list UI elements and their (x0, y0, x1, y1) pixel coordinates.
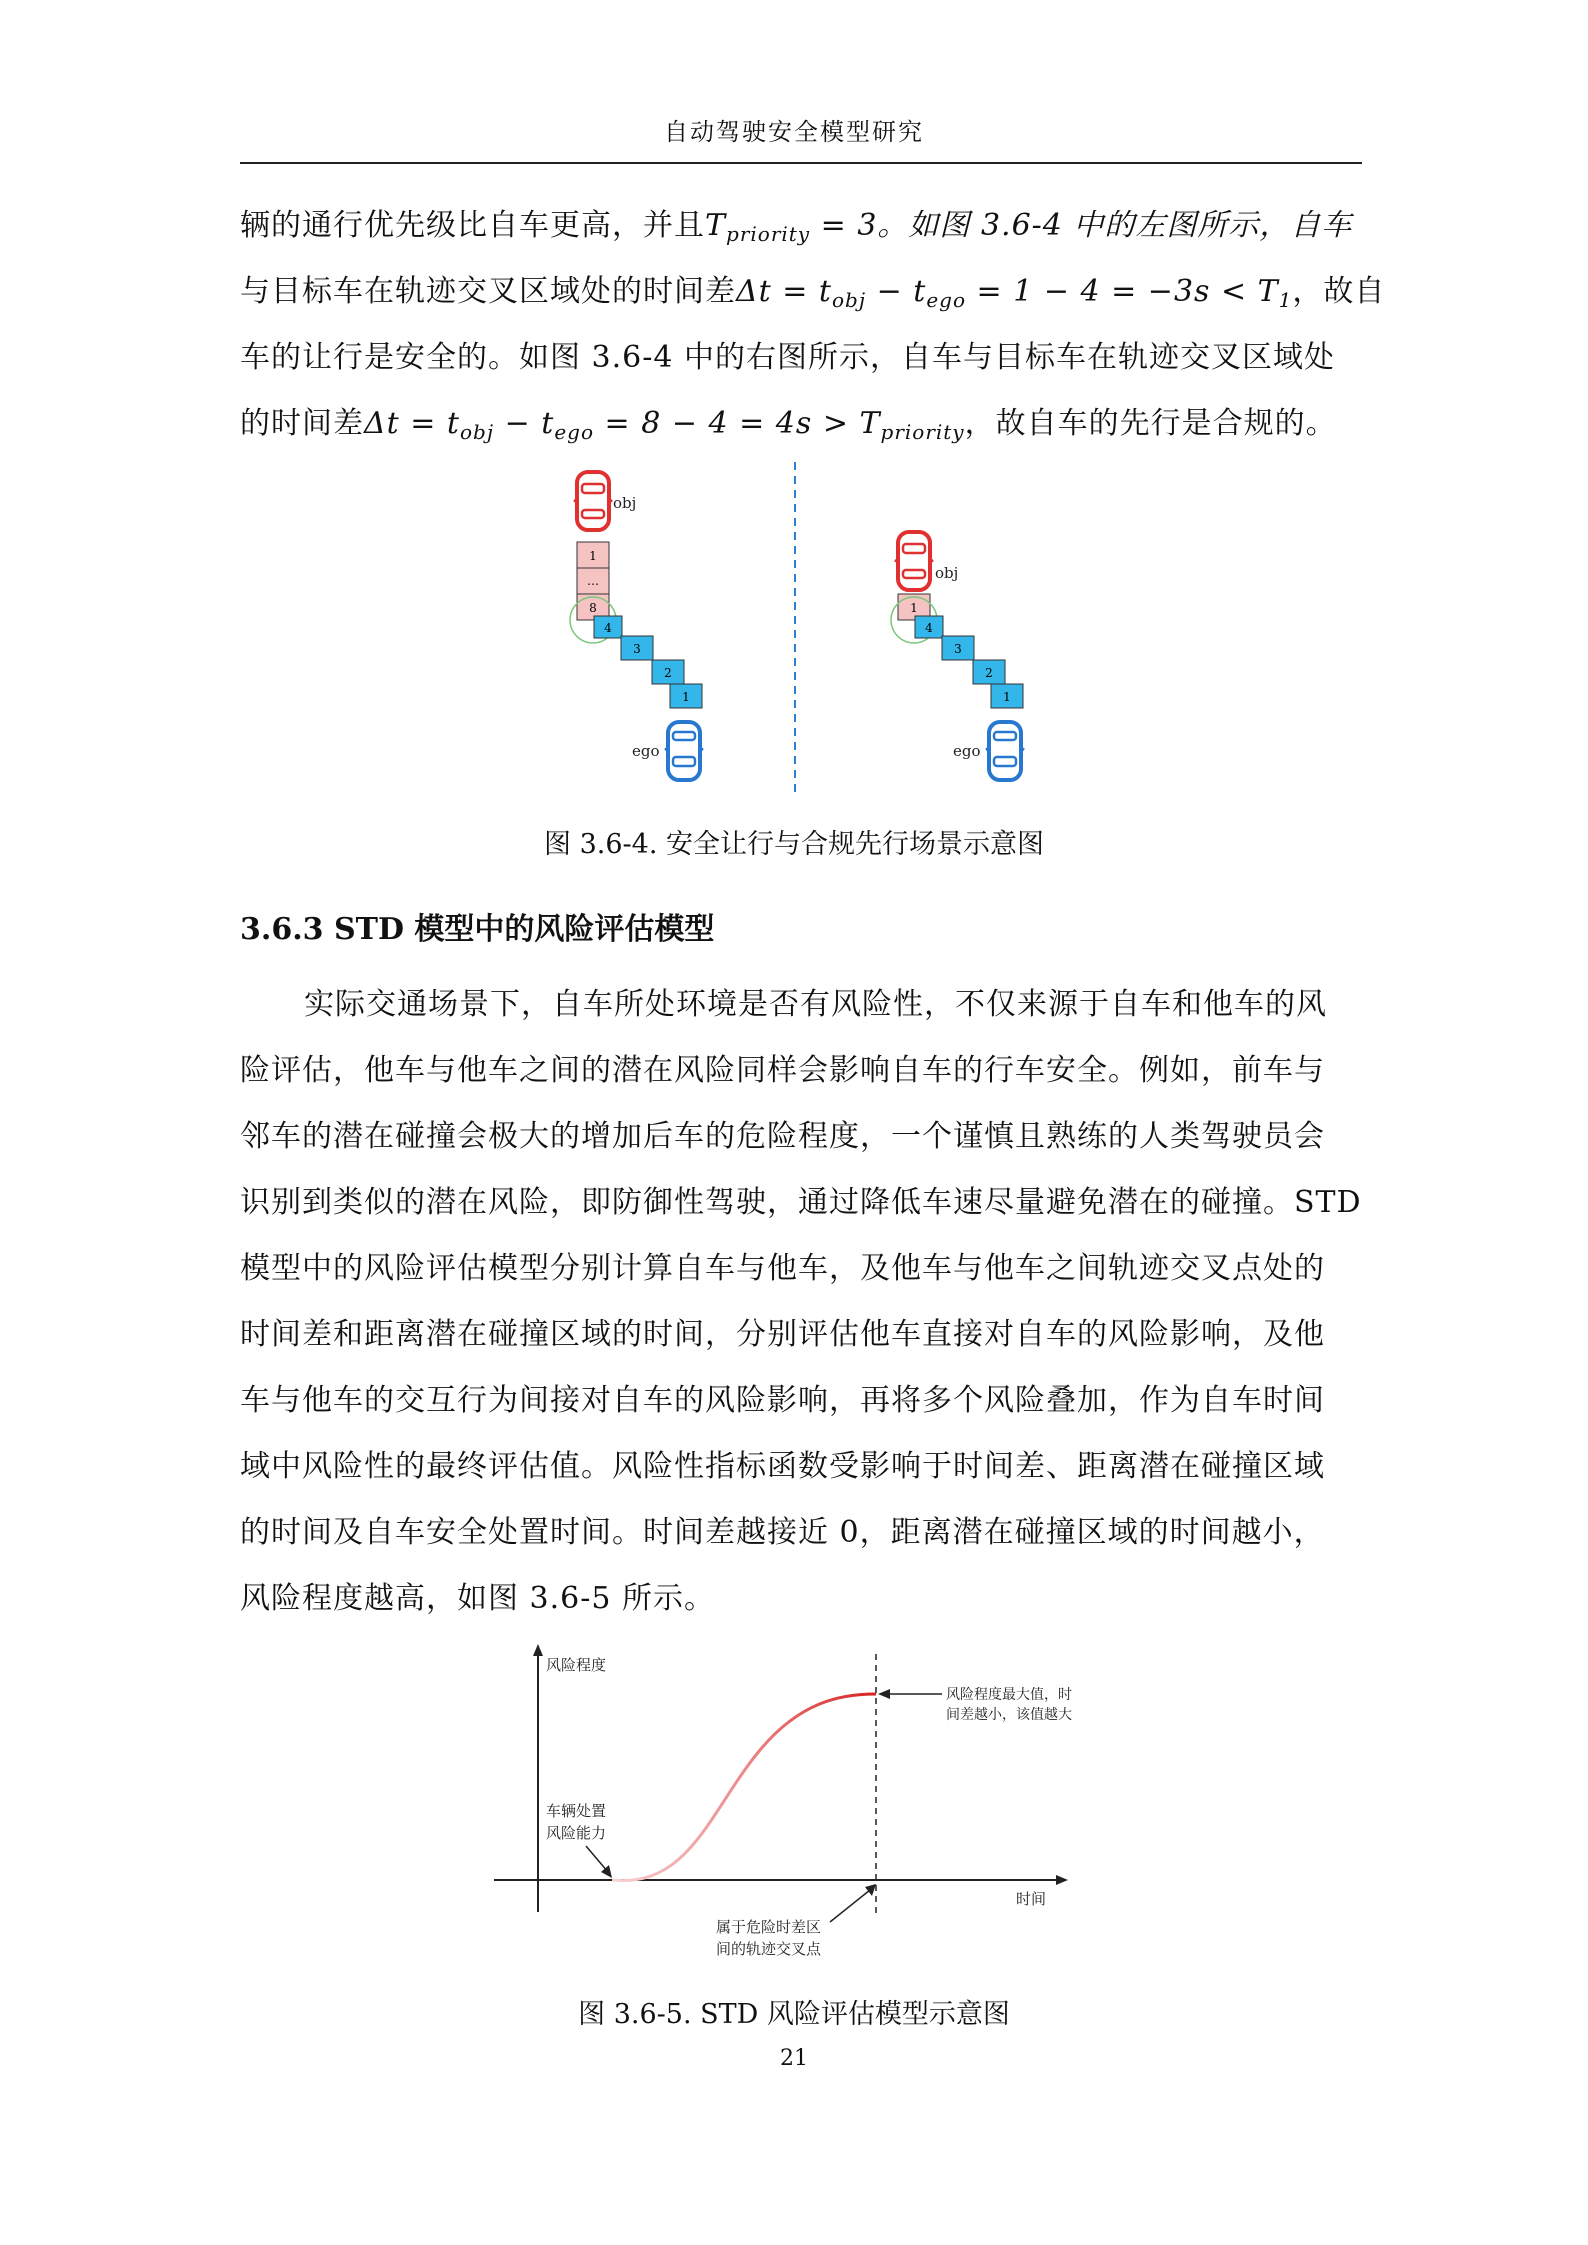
crossing-note-line-2: 间的轨迹交叉点 (716, 1940, 822, 1958)
y-axis-label: 风险程度 (546, 1656, 607, 1674)
para1-line-3: 车的让行是安全的。如图 3.6-4 中的右图所示，自车与目标车在轨迹交叉区域处 (240, 340, 1336, 375)
para1-line-1 (240, 193, 1362, 259)
text-run: 与目标车在轨迹交叉区域处的时间差 (240, 274, 736, 309)
ego-trajectory-cells (594, 616, 702, 708)
figure-3-6-4 (540, 460, 1060, 800)
math-delta-t-right: $\Delta t = t_{obj} - t_{ego} = 8 - 4 = 4s > T_{priority}$ (364, 406, 965, 444)
obj-label: obj (935, 564, 959, 582)
paragraph-intro (240, 193, 1386, 457)
risk-curve (612, 1694, 876, 1881)
capacity-note-arrowhead (601, 1865, 612, 1878)
max-note-line-1: 风险程度最大值，时 (946, 1687, 1072, 1703)
para2-line-5: 模型中的风险评估模型分别计算自车与他车，及他车与他车之间轨迹交叉点处的 (240, 1251, 1325, 1286)
text-run: ，故自车的先行是合规的。 (964, 406, 1337, 441)
left-scenario (570, 472, 703, 780)
para2-line-1: 实际交通场景下，自车所处环境是否有风险性，不仅来源于自车和他车的风 (304, 987, 1327, 1022)
crossing-note-line-1: 属于危险时差区 (716, 1918, 822, 1936)
figure-3-6-5-caption: 图 3.6-5. STD 风险评估模型示意图 (578, 1999, 1010, 2030)
paragraph-risk-model (240, 972, 1362, 1632)
text-run: 的时间差 (240, 406, 364, 441)
x-axis-label: 时间 (1016, 1890, 1047, 1908)
obj-cell-label: 1 (589, 549, 597, 563)
right-scenario (891, 532, 1024, 780)
ego-cell-label: 3 (954, 642, 962, 656)
y-axis-arrow (533, 1644, 543, 1656)
capacity-note-line-1: 车辆处置 (546, 1802, 607, 1820)
text-run: 辆的通行优先级比自车更高，并且 (240, 208, 705, 243)
text-run: = 3。如图 3.6-4 中的左图所示，自车 (810, 208, 1353, 243)
figure-3-6-4-caption: 图 3.6-4. 安全让行与合规先行场景示意图 (544, 829, 1044, 860)
ego-cell-label: 3 (633, 642, 641, 656)
header-rule (240, 162, 1362, 164)
ego-label: ego (953, 742, 981, 760)
obj-car-icon (574, 472, 612, 530)
para2-line-8: 域中风险性的最终评估值。风险性指标函数受影响于时间差、距离潜在碰撞区域 (240, 1449, 1325, 1484)
ego-car-icon (986, 722, 1024, 780)
x-axis-arrow (1056, 1875, 1068, 1885)
running-header: 自动驾驶安全模型研究 (664, 118, 924, 146)
crossing-note-arrowhead (865, 1884, 876, 1896)
obj-trajectory-cells (577, 542, 609, 620)
para2-line-6: 时间差和距离潜在碰撞区域的时间，分别评估他车直接对自车的风险影响，及他 (240, 1317, 1325, 1352)
math-t-priority: $T_{priority}$ (705, 208, 811, 246)
text-run: ，故自 (1292, 274, 1386, 309)
capacity-note-arrow (586, 1846, 608, 1872)
obj-cell-label: … (587, 574, 599, 588)
obj-label: obj (613, 494, 637, 512)
para2-line-4: 识别到类似的潜在风险，即防御性驾驶，通过降低车速尽量避免潜在的碰撞。STD (240, 1185, 1362, 1220)
ego-cell-label: 1 (1003, 690, 1011, 704)
section-heading: 3.6.3 STD 模型中的风险评估模型 (240, 912, 715, 947)
crossing-note-arrow (830, 1890, 870, 1922)
ego-car-icon (665, 722, 703, 780)
max-note-arrowhead (878, 1689, 890, 1699)
obj-cell-label: 8 (589, 601, 597, 615)
para2-line-10: 风险程度越高，如图 3.6-5 所示。 (240, 1581, 716, 1616)
page-number: 21 (780, 2046, 808, 2071)
para2-line-2: 险评估，他车与他车之间的潜在风险同样会影响自车的行车安全。例如，前车与 (240, 1053, 1325, 1088)
ego-label: ego (632, 742, 660, 760)
max-note-line-2: 间差越小，该值越大 (946, 1707, 1072, 1723)
ego-trajectory-cells (915, 616, 1023, 708)
para2-line-3: 邻车的潜在碰撞会极大的增加后车的危险程度，一个谨慎且熟练的人类驾驶员会 (240, 1119, 1325, 1154)
ego-cell-label: 4 (925, 621, 933, 635)
ego-cell-label: 2 (985, 666, 993, 680)
capacity-note-line-2: 风险能力 (546, 1824, 607, 1842)
ego-cell-label: 2 (664, 666, 672, 680)
ego-cell-label: 4 (604, 621, 612, 635)
para2-line-9: 的时间及自车安全处置时间。时间差越接近 0，距离潜在碰撞区域的时间越小， (240, 1515, 1325, 1550)
figure-3-6-5 (490, 1640, 1090, 1970)
para1-line-2 (240, 259, 1386, 325)
math-delta-t-left: $\Delta t = t_{obj} - t_{ego} = 1 - 4 = -3s < T_1$ (736, 274, 1293, 312)
para1-line-4 (240, 391, 1362, 457)
para2-line-7: 车与他车的交互行为间接对自车的风险影响，再将多个风险叠加，作为自车时间 (240, 1383, 1325, 1418)
ego-cell-label: 1 (682, 690, 690, 704)
obj-car-icon (895, 532, 933, 590)
obj-cell-label: 1 (910, 601, 918, 615)
